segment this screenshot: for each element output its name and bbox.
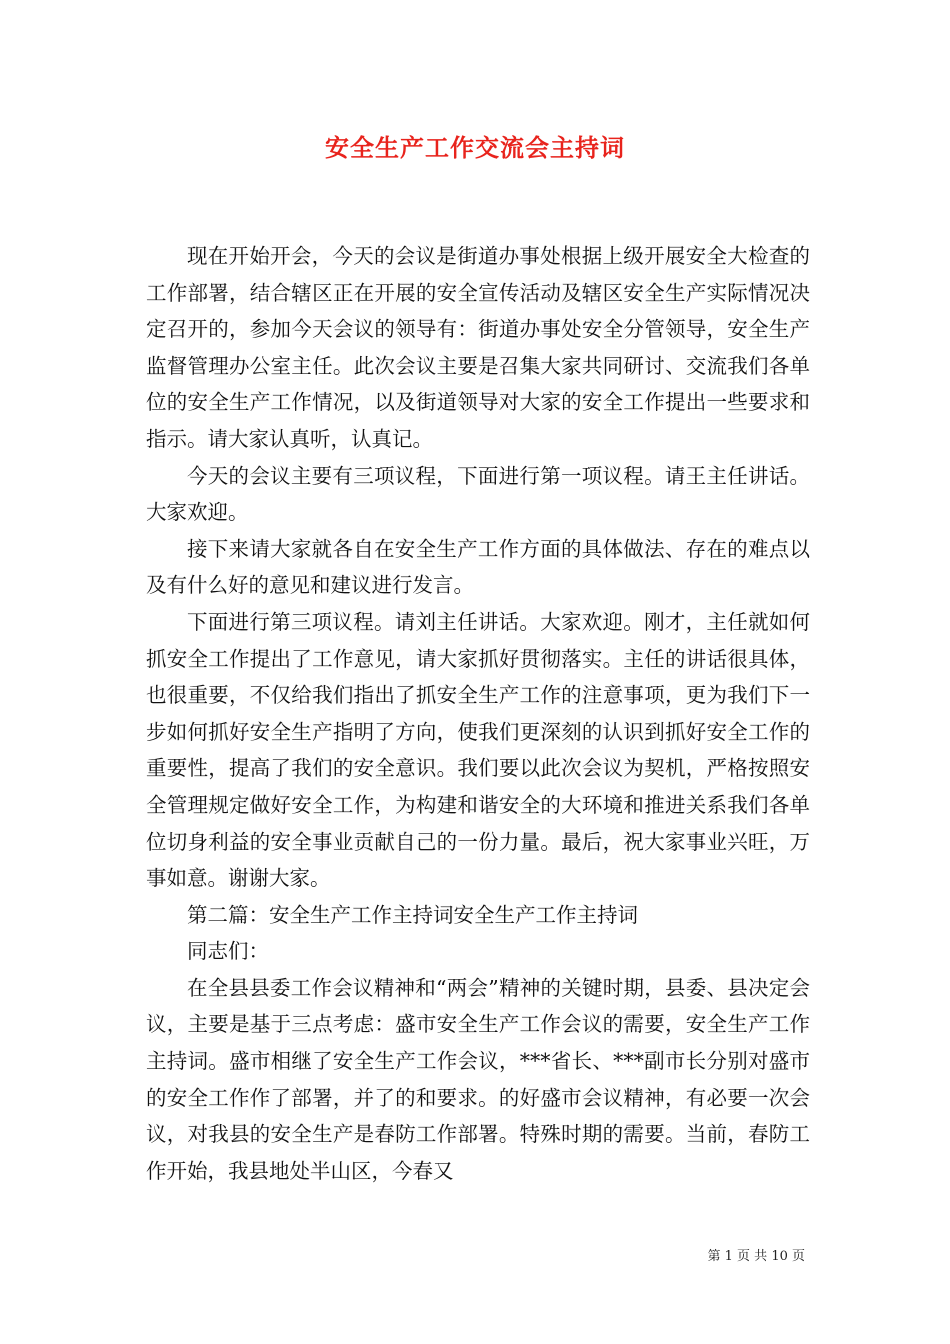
page-number: 第 1 页 共 10 页 [707,1249,805,1264]
salutation: 同志们： [187,939,269,964]
paragraph: 今天的会议主要有三项议程，下面进行第一项议程。请王主任讲话。大家欢迎。 [146,463,810,525]
document-title: 安全生产工作交流会主持词 [325,133,625,162]
paragraph: 下面进行第三项议程。请刘主任讲话。大家欢迎。刚才，主任就如何抓安全工作提出了工作意见，请大家抓好贯彻落实。主任的讲话很具体，也很重要，不仅给我们指出了抓安全生产工作的注意事项，更为我们下一步如何抓好安全生产指明了方向，使我们更深刻的认识到抓好安全工作的重要性，提高了我们的安全意识。我们要以此次会议为契机，严格按照安全管理规定做好安全工作，为构建和谐安全的大环境和推进关系我们各单位切身利益的安全事业贡献自己的一份力量。最后，祝大家事业兴旺，万事如意。谢谢大家。 [146,609,810,891]
document-body [146,238,810,1189]
paragraph: 接下来请大家就各自在安全生产工作方面的具体做法、存在的难点以及有什么好的意见和建议进行发言。 [146,536,810,598]
section-heading: 第二篇：安全生产工作主持词安全生产工作主持词 [187,902,638,927]
paragraph: 现在开始开会，今天的会议是街道办事处根据上级开展安全大检查的工作部署，结合辖区正在开展的安全宣传活动及辖区安全生产实际情况决定召开的，参加今天会议的领导有：街道办事处安全分管领导，安全生产监督管理办公室主任。此次会议主要是召集大家共同研讨、交流我们各单位的安全生产工作情况，以及街道领导对大家的安全工作提出一些要求和指示。请大家认真听，认真记。 [146,244,810,451]
paragraph: 在全县县委工作会议精神和“两会”精神的关键时期，县委、县决定会议，主要是基于三点考虑：盛市安全生产工作会议的需要，安全生产工作主持词。盛市相继了安全生产工作会议，***省长、***副市长分别对盛市的安全工作作了部署，并了的和要求。的好盛市会议精神，有必要一次会议，对我县的安全生产是春防工作部署。特殊时期的需要。当前，春防工作开始，我县地处半山区，今春又 [146,975,810,1183]
